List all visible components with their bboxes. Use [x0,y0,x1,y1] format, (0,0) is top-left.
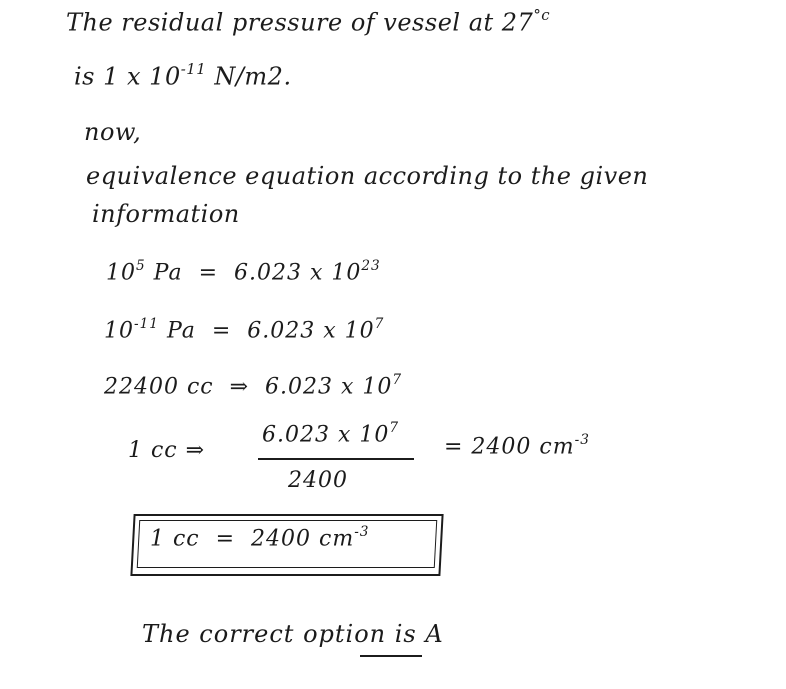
eq4-rhs-base: = 2400 cm [444,434,575,460]
eq1-rhs-base: 6.023 x 10 [234,260,362,286]
statement-line-1-text: The residual pressure of vessel at 27 [66,8,534,37]
temperature-unit: °c [533,6,551,24]
eq2-lhs-base: 10 [104,318,134,344]
equation-3 [104,372,402,400]
statement-line-2 [74,60,292,90]
eq2-operator: = [195,318,248,344]
fraction-bar [258,458,414,460]
answer-suffix: is A [386,620,444,648]
pressure-value-base: is 1 x 10 [74,62,181,91]
option-underline [360,655,422,657]
equation-2 [104,316,384,344]
equation-4-fraction [128,420,688,510]
eq4-numerator [262,420,399,448]
statement-line-1 [66,6,550,36]
boxed-result-base: 1 cc = 2400 cm [150,526,355,552]
eq1-lhs-exp: 5 [136,258,146,274]
final-answer [142,620,444,648]
eq4-rhs-exp: -3 [574,432,590,448]
eq4-rhs [444,432,590,460]
eq1-lhs-unit: Pa [145,260,183,286]
eq3-lhs: 22400 cc [104,374,214,400]
eq2-rhs-base: 6.023 x 10 [247,318,375,344]
eq3-rhs-exp: 7 [392,372,403,388]
boxed-result [150,524,369,552]
boxed-result-exp: -3 [354,524,370,540]
eq2-rhs-exp: 7 [374,316,385,332]
eq1-lhs-base: 10 [106,260,136,286]
explanation-line: equivalence equation according to the given [86,162,649,190]
transition-word: now, [84,118,142,146]
eq3-implies-arrow: ⇒ [213,374,266,400]
eq4-denominator: 2400 [288,468,348,493]
eq2-lhs-exp: -11 [134,316,159,332]
eq3-rhs-base: 6.023 x 10 [265,374,393,400]
eq4-numerator-exp: 7 [389,420,400,436]
eq1-rhs-exp: 23 [361,258,381,274]
eq2-lhs-unit: Pa [158,318,196,344]
eq4-lhs: 1 cc ⇒ [128,438,206,463]
answer-prefix: The correct [142,620,304,648]
answer-option-word: option [303,620,387,648]
explanation-line-continued: information [92,200,240,228]
eq1-operator: = [182,260,235,286]
eq4-numerator-base: 6.023 x 10 [262,422,390,448]
pressure-unit: N/m2. [206,62,292,91]
equation-1 [106,258,381,286]
pressure-value-exponent: -11 [180,60,207,78]
